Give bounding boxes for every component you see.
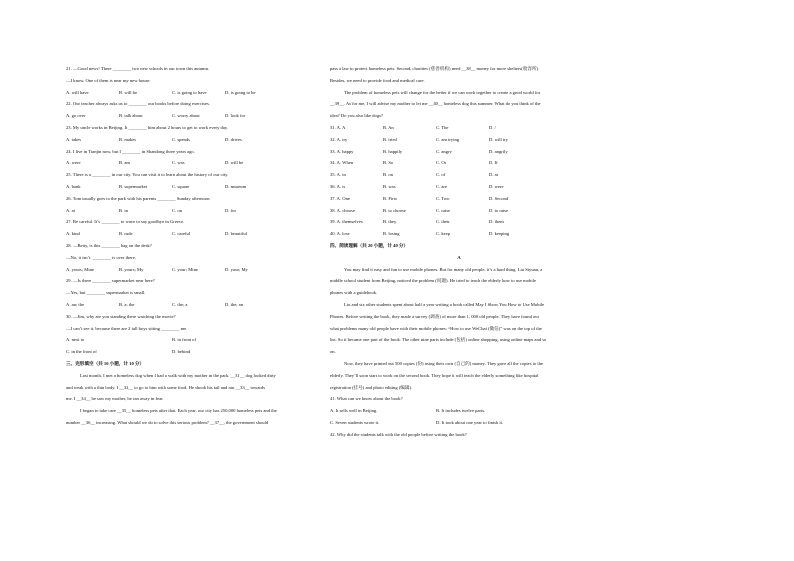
answer-option: D. will be bbox=[225, 160, 244, 166]
answer-option: B. talk about bbox=[119, 113, 143, 119]
answer-option: A. will have bbox=[66, 89, 89, 95]
answer-option: 35. A. in bbox=[330, 172, 346, 178]
text-line: Phones. Before writing the book, they made a survey (调查) of more than 1, 000 old people. They have found out bbox=[330, 313, 539, 319]
answer-option: 38. A. choose bbox=[330, 207, 356, 213]
answer-option: D. at bbox=[489, 172, 498, 178]
answer-option: C. are bbox=[436, 183, 447, 189]
answer-options bbox=[330, 420, 588, 432]
answer-option: D. will try bbox=[489, 136, 509, 142]
answer-option: D. It took about one year to finish it. bbox=[436, 419, 504, 425]
answer-option: D. / bbox=[489, 124, 496, 130]
text-line: 25. There is a ________ in our city. You can visit it to learn about the history of our city. bbox=[66, 172, 229, 178]
text-line: —Yes, but ________ supermarket is small. bbox=[66, 290, 146, 296]
answer-option: D. drives bbox=[225, 136, 242, 142]
answer-option: B. yours; My bbox=[119, 266, 144, 272]
text-line: —I know. One of them is near my new house. bbox=[66, 77, 151, 83]
right-column bbox=[330, 66, 588, 444]
text-line: 27. Be careful. It’s ________ to wave to say goodbye in Greece. bbox=[66, 219, 185, 225]
section-heading: 三、完形填空（共 10 小题，计 10 分） bbox=[66, 360, 145, 366]
paragraph-line: Last month, I met a homeless dog when I had a walk with my mother in the park. __31__ dog looked dirty bbox=[80, 372, 276, 378]
answer-option: D. angrily bbox=[489, 148, 508, 154]
answer-options bbox=[330, 219, 588, 231]
answer-option: A. were bbox=[66, 160, 81, 166]
answer-option: C. your; Mine bbox=[172, 266, 198, 272]
answer-option: B. they bbox=[383, 219, 397, 225]
answer-option: C. am trying bbox=[436, 136, 460, 142]
answer-option: B. on bbox=[383, 172, 393, 178]
text-line: —No, it isn’t. ________ is over there. bbox=[66, 254, 136, 260]
answer-option: D. were bbox=[489, 183, 504, 189]
paragraph-line: Now, they have printed out 500 copies (份) using their own (自己的) money. They gave all the copies to the bbox=[344, 360, 543, 366]
answer-option: C. the; a bbox=[172, 301, 188, 307]
answer-option: A. an; the bbox=[66, 301, 84, 307]
answer-options bbox=[66, 337, 320, 349]
answer-option: D. look for bbox=[225, 113, 246, 119]
text-line: 42. Why did the students talk with the old people before writing the book? bbox=[330, 431, 467, 437]
answer-option: 39. A. themselves bbox=[330, 219, 363, 225]
answer-options bbox=[330, 208, 588, 220]
text-line: Besides, we need to provide food and medical care. bbox=[330, 77, 425, 83]
answer-option: B. was bbox=[383, 183, 396, 189]
answer-option: C. raise bbox=[436, 207, 451, 213]
answer-option: 33. A. happy bbox=[330, 148, 354, 154]
answer-option: A. next to bbox=[66, 337, 85, 343]
answer-options bbox=[330, 196, 588, 208]
answer-option: B. It includes twelve parts. bbox=[436, 408, 486, 414]
answer-option: C. square bbox=[172, 183, 190, 189]
answer-option: C. of bbox=[436, 172, 446, 178]
text-line: list. So it became one part of the book. The other nine parts include (包括) online shopping, using online maps and so bbox=[330, 337, 547, 343]
answer-option: C. is going to have bbox=[172, 89, 207, 95]
answer-options bbox=[330, 184, 588, 196]
answer-option: C. was bbox=[172, 160, 185, 166]
section-heading: 四、阅读理解（共 20 小题，计 40 分） bbox=[330, 242, 409, 248]
passage-label: A bbox=[457, 254, 461, 260]
text-line: 23. My uncle works in Beijing. It ________ him about 2 hours to get to work every day. bbox=[66, 124, 228, 130]
answer-option: C. spends bbox=[172, 136, 190, 142]
answer-options bbox=[330, 149, 588, 161]
answer-option: D. keeping bbox=[489, 231, 510, 237]
answer-option: C. careful bbox=[172, 231, 191, 237]
answer-option: C. angry bbox=[436, 148, 452, 154]
answer-option: D. museum bbox=[225, 183, 247, 189]
paragraph-line: Liu and six other students spent about half a year writing a book called May I Show You How to Use Mobile bbox=[344, 301, 545, 307]
answer-option: C. on bbox=[172, 207, 182, 213]
answer-option: C. Seven students wrote it. bbox=[330, 419, 380, 425]
answer-option: 37. A. One bbox=[330, 195, 350, 201]
answer-option: 36. A. is bbox=[330, 183, 346, 189]
answer-option: A. bank bbox=[66, 183, 81, 189]
text-line: me. I __34__ he saw my mother, he ran away in fear. bbox=[66, 396, 164, 402]
answer-option: B. rude bbox=[119, 231, 133, 237]
text-line: 29. —Is there ________ supermarket near here? bbox=[66, 278, 155, 284]
paragraph-line: The problem of homeless pets will change for the better if we can work together to create a good world for bbox=[344, 89, 541, 95]
answer-option: 34. A. When bbox=[330, 160, 354, 166]
text-line: 21. —Good news! There ________ two new schools in our town this autumn. bbox=[66, 66, 210, 71]
answer-option: B. makes bbox=[119, 136, 137, 142]
answer-option: B. First bbox=[383, 195, 397, 201]
text-line: —I can’t see it, because there are 2 tall boys sitting ________ me. bbox=[66, 325, 188, 331]
answer-option: A. yours; Mine bbox=[66, 266, 94, 272]
answer-options bbox=[330, 160, 588, 172]
answer-option: D. is going to be bbox=[225, 89, 256, 95]
text-line: 26. Tom usually goes to the park with his parents ________ Sunday afternoon. bbox=[66, 195, 211, 201]
text-line: phones with a guidebook. bbox=[330, 290, 378, 296]
answer-option: D. to raise bbox=[489, 207, 509, 213]
answer-option: C. keep bbox=[436, 231, 451, 237]
answer-option: D. behind bbox=[172, 349, 191, 355]
answer-option: B. am bbox=[119, 160, 130, 166]
answer-option: C. The bbox=[436, 124, 449, 130]
answer-option: C. in the front of bbox=[66, 349, 97, 355]
answer-option: A. kind bbox=[66, 231, 80, 237]
text-line: number __36__ increasing. What should we do to solve this serious problem? __37__, the government should bbox=[66, 419, 269, 425]
answer-option: A. go over bbox=[66, 113, 86, 119]
answer-option: 40. A. lose bbox=[330, 231, 350, 237]
answer-option: B. happily bbox=[383, 148, 403, 154]
answer-options bbox=[330, 137, 588, 149]
answer-option: C. worry about bbox=[172, 113, 200, 119]
answer-option: B. a; the bbox=[119, 301, 135, 307]
answer-option: C. their bbox=[436, 219, 450, 225]
text-line: on. bbox=[330, 349, 336, 355]
text-line: middle school student from Beijing, noticed the problem (问题). He tried to teach the elderly how to use mobile bbox=[330, 278, 536, 284]
text-line: 30. —Jim, why are you standing there watching the movie? bbox=[66, 313, 176, 319]
answer-options bbox=[66, 349, 320, 361]
answer-options bbox=[66, 267, 320, 279]
answer-options bbox=[66, 184, 320, 196]
answer-option: B. An bbox=[383, 124, 394, 130]
answer-option: D. the; an bbox=[225, 301, 243, 307]
answer-option: D. for bbox=[225, 207, 236, 213]
answer-options bbox=[66, 160, 320, 172]
answer-option: B. losing bbox=[383, 231, 400, 237]
answer-options bbox=[330, 231, 588, 243]
text-line: 41. What can we know about the book? bbox=[330, 396, 403, 402]
left-column bbox=[66, 66, 320, 432]
answer-option: A. It sells well in Beijing. bbox=[330, 408, 378, 414]
answer-option: B. in front of bbox=[172, 337, 196, 343]
answer-option: B. So bbox=[383, 160, 394, 166]
answer-options bbox=[66, 302, 320, 314]
text-line: 28. —Betty, is this ________ bag on the desk? bbox=[66, 242, 152, 248]
text-line: pass a law to protect homeless pets. Second, charities (慈善机构) need __38__ money for more shelters(收容所). bbox=[330, 66, 540, 71]
answer-option: D. Second bbox=[489, 195, 509, 201]
answer-options bbox=[330, 172, 588, 184]
paragraph-line: I began to take care __35__ homeless pets after that. Each year, our city has 250,000 homeless pets and the bbox=[80, 408, 277, 414]
answer-option: B. tried bbox=[383, 136, 397, 142]
text-line: what problems many old people have with their mobile phones: “How to use WeChat (微信)” was on the top of the bbox=[330, 325, 542, 331]
answer-option: C. Or bbox=[436, 160, 447, 166]
answer-options bbox=[66, 113, 320, 125]
answer-option: D. beautiful bbox=[225, 231, 247, 237]
answer-options bbox=[330, 125, 588, 137]
answer-option: B. to choose bbox=[383, 207, 406, 213]
answer-options bbox=[66, 90, 320, 102]
text-line: 22. Our teacher always asks us to ________ our books before doing exercises. bbox=[66, 101, 210, 107]
answer-option: B. will be bbox=[119, 89, 137, 95]
answer-options bbox=[66, 231, 320, 243]
text-line: elderly. They’ll soon start to work on the second book. They hope it will teach the elderly something like hospital bbox=[330, 372, 539, 378]
answer-options bbox=[66, 208, 320, 220]
text-line: __39__. As for me, I will advise my mother to let me __40__ homeless dog this summer. What do you think of the bbox=[330, 101, 541, 107]
answer-option: 32. A. try bbox=[330, 136, 348, 142]
paragraph-line: You may find it easy and fun to use mobile phones. But for many old people, it’s a hard thing. Liu Siyuan, a bbox=[344, 266, 543, 272]
answer-option: 31. A. A bbox=[330, 124, 346, 130]
answer-option: B. supermarket bbox=[119, 183, 148, 189]
answer-option: A. at bbox=[66, 207, 75, 213]
text-line: and weak with a thin body. I __32__ to go to him with some food. He shook his tail and ran __33__ towards bbox=[66, 384, 265, 390]
text-line: registration (挂号) and photo editing (编辑). bbox=[330, 384, 413, 390]
answer-option: A. takes bbox=[66, 136, 82, 142]
answer-option: D. If bbox=[489, 160, 498, 166]
answer-options bbox=[66, 137, 320, 149]
text-line: 24. I live in Tianjin now, but I ________ in Shandong three years ago. bbox=[66, 148, 195, 154]
answer-options bbox=[330, 408, 588, 420]
answer-option: C. Two bbox=[436, 195, 450, 201]
answer-option: B. in bbox=[119, 207, 128, 213]
answer-option: D. them bbox=[489, 219, 504, 225]
text-line: idea? Do you also like dogs? bbox=[330, 113, 383, 119]
answer-option: D. your; My bbox=[225, 266, 248, 272]
